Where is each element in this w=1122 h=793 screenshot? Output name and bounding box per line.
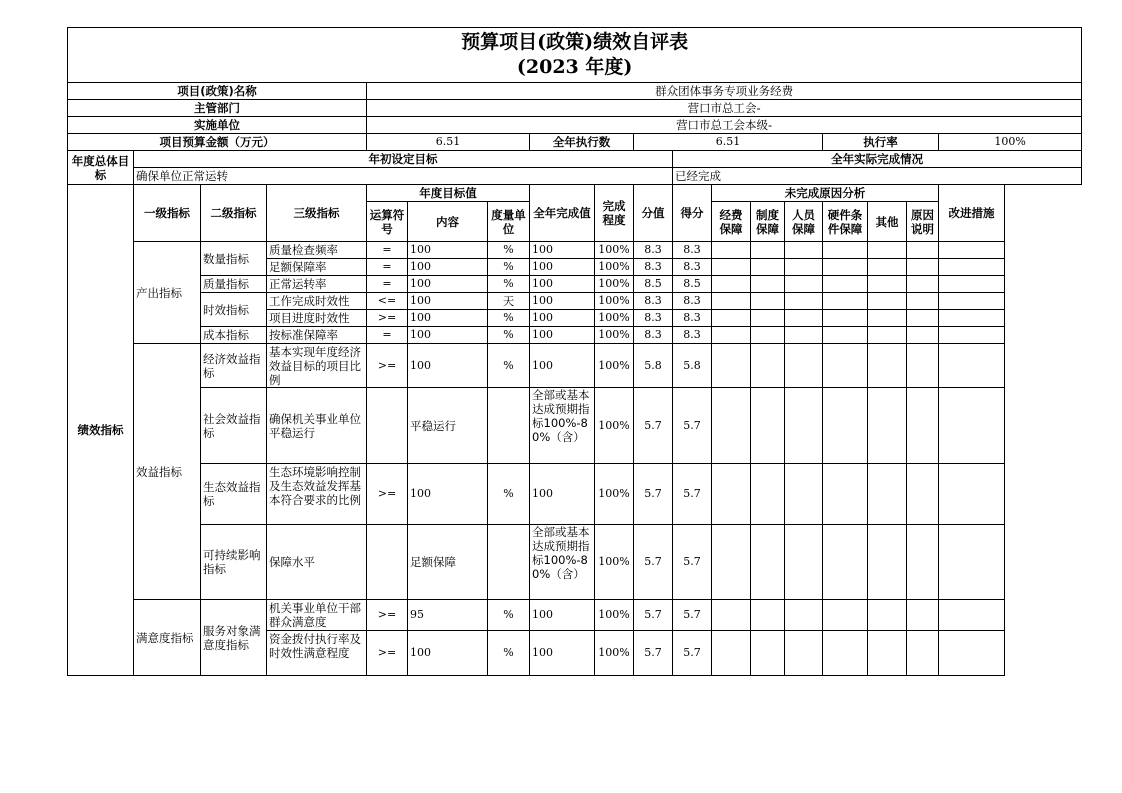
reason-cell bbox=[785, 344, 823, 388]
improve-cell bbox=[939, 310, 1005, 327]
indicator-degree: 100% bbox=[595, 600, 634, 631]
indicator-score: 5.8 bbox=[634, 344, 673, 388]
indicator-content: 100 bbox=[408, 327, 488, 344]
indicator-score: 8.3 bbox=[634, 310, 673, 327]
indicator-got: 8.3 bbox=[673, 293, 712, 310]
reason-cell bbox=[823, 464, 868, 525]
indicator-content: 足额保障 bbox=[408, 525, 488, 600]
indicator-actual: 100 bbox=[530, 600, 595, 631]
indicator-op: >= bbox=[367, 310, 408, 327]
indicator-unit: % bbox=[488, 276, 530, 293]
reason-cell bbox=[751, 388, 785, 464]
indicator-actual: 100 bbox=[530, 631, 595, 676]
evaluation-sheet bbox=[67, 27, 1055, 676]
indicator-name bbox=[267, 631, 367, 676]
reason-cell bbox=[785, 327, 823, 344]
indicator-actual: 100 bbox=[530, 464, 595, 525]
reason-cell bbox=[868, 464, 907, 525]
reason-cell bbox=[785, 242, 823, 259]
indicator-unit: % bbox=[488, 327, 530, 344]
indicator-degree: 100% bbox=[595, 631, 634, 676]
reason-cell bbox=[868, 276, 907, 293]
indicator-score: 8.3 bbox=[634, 293, 673, 310]
reason-cell bbox=[785, 464, 823, 525]
indicator-actual: 100 bbox=[530, 276, 595, 293]
header-r4: 硬件条件保障 bbox=[823, 202, 868, 242]
reason-cell bbox=[907, 327, 939, 344]
indicator-unit: % bbox=[488, 344, 530, 388]
goals-actual-header: 全年实际完成情况 bbox=[673, 151, 1082, 168]
reason-cell bbox=[785, 600, 823, 631]
header-r2: 制度保障 bbox=[751, 202, 785, 242]
indicator-name-text: 机关事业单位干部群众满意度 bbox=[269, 600, 361, 629]
indicator-op: >= bbox=[367, 344, 408, 388]
reason-cell bbox=[868, 344, 907, 388]
indicator-got: 5.7 bbox=[673, 464, 712, 525]
reason-cell bbox=[751, 259, 785, 276]
level1-output: 产出指标 bbox=[134, 242, 201, 344]
indicator-got: 8.3 bbox=[673, 310, 712, 327]
indicator-name-text: 确保机关事业单位平稳运行 bbox=[269, 411, 361, 440]
reason-cell bbox=[712, 600, 751, 631]
reason-cell bbox=[823, 600, 868, 631]
goals-initial-header: 年初设定目标 bbox=[134, 151, 673, 168]
reason-cell bbox=[823, 276, 868, 293]
indicator-score: 5.7 bbox=[634, 631, 673, 676]
indicator-score: 5.7 bbox=[634, 464, 673, 525]
reason-cell bbox=[907, 344, 939, 388]
indicator-actual bbox=[530, 525, 595, 600]
indicator-op: >= bbox=[367, 464, 408, 525]
reason-cell bbox=[868, 310, 907, 327]
indicator-unit: % bbox=[488, 242, 530, 259]
indicator-got: 8.3 bbox=[673, 242, 712, 259]
reason-cell bbox=[907, 464, 939, 525]
reason-cell bbox=[907, 388, 939, 464]
indicator-got: 5.7 bbox=[673, 600, 712, 631]
reason-cell bbox=[868, 525, 907, 600]
evaluation-table bbox=[67, 27, 1082, 676]
indicator-score: 8.3 bbox=[634, 259, 673, 276]
reason-cell bbox=[751, 525, 785, 600]
improve-cell bbox=[939, 464, 1005, 525]
dept-value: 营口市总工会- bbox=[367, 100, 1082, 117]
indicator-score: 8.3 bbox=[634, 242, 673, 259]
project-name-value: 群众团体事务专项业务经费 bbox=[367, 83, 1082, 100]
indicator-score: 5.7 bbox=[634, 525, 673, 600]
reason-cell bbox=[868, 259, 907, 276]
indicator-op: = bbox=[367, 242, 408, 259]
header-level1: 一级指标 bbox=[134, 185, 201, 242]
indicator-got: 5.7 bbox=[673, 525, 712, 600]
level2-eco: 生态效益指标 bbox=[201, 464, 267, 525]
unit-value: 营口市总工会本级- bbox=[367, 117, 1082, 134]
improve-cell bbox=[939, 276, 1005, 293]
indicator-op: <= bbox=[367, 293, 408, 310]
indicator-actual: 100 bbox=[530, 327, 595, 344]
header-got: 得分 bbox=[673, 185, 712, 242]
indicator-degree: 100% bbox=[595, 388, 634, 464]
reason-cell bbox=[751, 344, 785, 388]
indicator-content: 100 bbox=[408, 276, 488, 293]
indicator-op bbox=[367, 388, 408, 464]
reason-cell bbox=[868, 293, 907, 310]
level2-cost: 成本指标 bbox=[201, 327, 267, 344]
header-score: 分值 bbox=[634, 185, 673, 242]
level2-economic: 经济效益指标 bbox=[201, 344, 267, 388]
indicator-actual: 100 bbox=[530, 259, 595, 276]
reason-cell bbox=[823, 327, 868, 344]
header-op: 运算符号 bbox=[367, 202, 408, 242]
indicator-unit bbox=[488, 388, 530, 464]
indicator-degree: 100% bbox=[595, 525, 634, 600]
reason-cell bbox=[823, 293, 868, 310]
indicator-name-text: 资金拨付执行率及时效性满意程度 bbox=[269, 631, 361, 660]
header-level3: 三级指标 bbox=[267, 185, 367, 242]
reason-cell bbox=[907, 276, 939, 293]
improve-cell bbox=[939, 293, 1005, 310]
level2-sustain: 可持续影响指标 bbox=[201, 525, 267, 600]
reason-cell bbox=[751, 327, 785, 344]
header-r6: 原因说明 bbox=[907, 202, 939, 242]
project-name-label: 项目(政策)名称 bbox=[68, 83, 367, 100]
reason-cell bbox=[868, 631, 907, 676]
indicator-op bbox=[367, 525, 408, 600]
indicator-score: 5.7 bbox=[634, 388, 673, 464]
exec-label: 全年执行数 bbox=[530, 134, 634, 151]
indicator-content: 100 bbox=[408, 464, 488, 525]
reason-cell bbox=[907, 310, 939, 327]
budget-label: 项目预算金额（万元） bbox=[68, 134, 367, 151]
indicator-name: 工作完成时效性 bbox=[267, 293, 367, 310]
header-actual: 全年完成值 bbox=[530, 185, 595, 242]
indicator-unit bbox=[488, 525, 530, 600]
indicator-degree: 100% bbox=[595, 464, 634, 525]
reason-cell bbox=[823, 525, 868, 600]
indicator-score: 8.5 bbox=[634, 276, 673, 293]
indicator-name bbox=[267, 600, 367, 631]
indicator-unit: % bbox=[488, 600, 530, 631]
reason-cell bbox=[785, 276, 823, 293]
indicator-content: 100 bbox=[408, 344, 488, 388]
reason-cell bbox=[712, 259, 751, 276]
level2-service: 服务对象满意度指标 bbox=[201, 600, 267, 676]
improve-cell bbox=[939, 388, 1005, 464]
reason-cell bbox=[907, 600, 939, 631]
reason-cell bbox=[751, 310, 785, 327]
indicator-degree: 100% bbox=[595, 293, 634, 310]
reason-cell bbox=[868, 600, 907, 631]
title-line-2: (2023 年度) bbox=[516, 56, 633, 78]
exec-value: 6.51 bbox=[634, 134, 823, 151]
indicator-name: 保障水平 bbox=[267, 525, 367, 600]
indicator-name: 质量检查频率 bbox=[267, 242, 367, 259]
indicator-name bbox=[267, 344, 367, 388]
reason-cell bbox=[751, 600, 785, 631]
indicator-content: 95 bbox=[408, 600, 488, 631]
indicator-score: 5.7 bbox=[634, 600, 673, 631]
indicator-name bbox=[267, 464, 367, 525]
indicator-got: 8.5 bbox=[673, 276, 712, 293]
reason-cell bbox=[712, 525, 751, 600]
reason-cell bbox=[823, 388, 868, 464]
header-level2: 二级指标 bbox=[201, 185, 267, 242]
reason-cell bbox=[751, 464, 785, 525]
indicator-actual: 100 bbox=[530, 344, 595, 388]
reason-cell bbox=[907, 293, 939, 310]
goals-initial-value: 确保单位正常运转 bbox=[134, 168, 673, 185]
reason-cell bbox=[823, 242, 868, 259]
reason-cell bbox=[712, 631, 751, 676]
level2-quantity: 数量指标 bbox=[201, 242, 267, 276]
indicator-actual: 100 bbox=[530, 293, 595, 310]
reason-cell bbox=[785, 388, 823, 464]
indicator-actual bbox=[530, 388, 595, 464]
improve-cell bbox=[939, 600, 1005, 631]
indicator-actual: 100 bbox=[530, 310, 595, 327]
perf-label: 绩效指标 bbox=[68, 185, 134, 676]
reason-cell bbox=[823, 310, 868, 327]
page-title bbox=[68, 28, 1082, 83]
reason-cell bbox=[907, 525, 939, 600]
reason-cell bbox=[823, 259, 868, 276]
level2-quality: 质量指标 bbox=[201, 276, 267, 293]
indicator-op: >= bbox=[367, 600, 408, 631]
goals-label: 年度总体目标 bbox=[68, 151, 134, 185]
header-r5: 其他 bbox=[868, 202, 907, 242]
indicator-degree: 100% bbox=[595, 276, 634, 293]
level2-time: 时效指标 bbox=[201, 293, 267, 327]
improve-cell bbox=[939, 525, 1005, 600]
reason-cell bbox=[751, 293, 785, 310]
indicator-content: 100 bbox=[408, 242, 488, 259]
indicator-actual-text: 全部或基本达成预期指标100%-80%（含） bbox=[532, 525, 590, 581]
indicator-degree: 100% bbox=[595, 327, 634, 344]
indicator-op: = bbox=[367, 327, 408, 344]
reason-cell bbox=[751, 276, 785, 293]
reason-cell bbox=[868, 242, 907, 259]
reason-cell bbox=[712, 242, 751, 259]
indicator-got: 8.3 bbox=[673, 327, 712, 344]
indicator-actual: 100 bbox=[530, 242, 595, 259]
reason-cell bbox=[785, 293, 823, 310]
indicator-got: 5.7 bbox=[673, 631, 712, 676]
reason-cell bbox=[712, 464, 751, 525]
reason-cell bbox=[712, 327, 751, 344]
indicator-degree: 100% bbox=[595, 344, 634, 388]
goals-actual-value: 已经完成 bbox=[673, 168, 1082, 185]
reason-cell bbox=[907, 242, 939, 259]
indicator-op: >= bbox=[367, 631, 408, 676]
indicator-content: 平稳运行 bbox=[408, 388, 488, 464]
reason-cell bbox=[868, 388, 907, 464]
reason-cell bbox=[712, 293, 751, 310]
reason-cell bbox=[751, 242, 785, 259]
header-r3: 人员保障 bbox=[785, 202, 823, 242]
reason-cell bbox=[712, 310, 751, 327]
indicator-name-text: 生态环境影响控制及生态效益发挥基本符合要求的比例 bbox=[269, 464, 361, 507]
improve-cell bbox=[939, 242, 1005, 259]
level1-benefit: 效益指标 bbox=[134, 344, 201, 600]
indicator-content: 100 bbox=[408, 631, 488, 676]
indicator-name-text: 基本实现年度经济效益目标的项目比例 bbox=[269, 344, 361, 387]
header-unit: 度量单位 bbox=[488, 202, 530, 242]
reason-cell bbox=[907, 631, 939, 676]
indicator-name bbox=[267, 388, 367, 464]
header-r1: 经费保障 bbox=[712, 202, 751, 242]
indicator-got: 5.7 bbox=[673, 388, 712, 464]
indicator-score: 8.3 bbox=[634, 327, 673, 344]
indicator-name: 足额保障率 bbox=[267, 259, 367, 276]
reason-cell bbox=[785, 259, 823, 276]
indicator-unit: % bbox=[488, 631, 530, 676]
indicator-degree: 100% bbox=[595, 310, 634, 327]
budget-value: 6.51 bbox=[367, 134, 530, 151]
level2-social: 社会效益指标 bbox=[201, 388, 267, 464]
header-improve: 改进措施 bbox=[939, 185, 1005, 242]
reason-cell bbox=[823, 631, 868, 676]
level1-satisfaction: 满意度指标 bbox=[134, 600, 201, 676]
reason-cell bbox=[823, 344, 868, 388]
reason-cell bbox=[712, 276, 751, 293]
indicator-unit: % bbox=[488, 259, 530, 276]
indicator-actual-text: 全部或基本达成预期指标100%-80%（含） bbox=[532, 388, 590, 444]
header-reason-group: 未完成原因分析 bbox=[712, 185, 939, 202]
improve-cell bbox=[939, 344, 1005, 388]
reason-cell bbox=[785, 310, 823, 327]
indicator-unit: % bbox=[488, 310, 530, 327]
reason-cell bbox=[785, 631, 823, 676]
indicator-name: 项目进度时效性 bbox=[267, 310, 367, 327]
indicator-content: 100 bbox=[408, 293, 488, 310]
indicator-content: 100 bbox=[408, 310, 488, 327]
indicator-degree: 100% bbox=[595, 242, 634, 259]
reason-cell bbox=[785, 525, 823, 600]
indicator-unit: % bbox=[488, 464, 530, 525]
reason-cell bbox=[712, 388, 751, 464]
dept-label: 主管部门 bbox=[68, 100, 367, 117]
reason-cell bbox=[712, 344, 751, 388]
rate-label: 执行率 bbox=[823, 134, 939, 151]
improve-cell bbox=[939, 327, 1005, 344]
indicator-name: 正常运转率 bbox=[267, 276, 367, 293]
indicator-degree: 100% bbox=[595, 259, 634, 276]
header-target-group: 年度目标值 bbox=[367, 185, 530, 202]
indicator-unit: 天 bbox=[488, 293, 530, 310]
reason-cell bbox=[868, 327, 907, 344]
reason-cell bbox=[751, 631, 785, 676]
rate-value: 100% bbox=[939, 134, 1082, 151]
indicator-got: 5.8 bbox=[673, 344, 712, 388]
improve-cell bbox=[939, 259, 1005, 276]
header-content: 内容 bbox=[408, 202, 488, 242]
indicator-op: = bbox=[367, 259, 408, 276]
reason-cell bbox=[907, 259, 939, 276]
indicator-name: 按标准保障率 bbox=[267, 327, 367, 344]
header-degree: 完成程度 bbox=[595, 185, 634, 242]
unit-label: 实施单位 bbox=[68, 117, 367, 134]
indicator-got: 8.3 bbox=[673, 259, 712, 276]
indicator-content: 100 bbox=[408, 259, 488, 276]
improve-cell bbox=[939, 631, 1005, 676]
title-line-1: 预算项目(政策)绩效自评表 bbox=[461, 31, 689, 53]
indicator-op: = bbox=[367, 276, 408, 293]
